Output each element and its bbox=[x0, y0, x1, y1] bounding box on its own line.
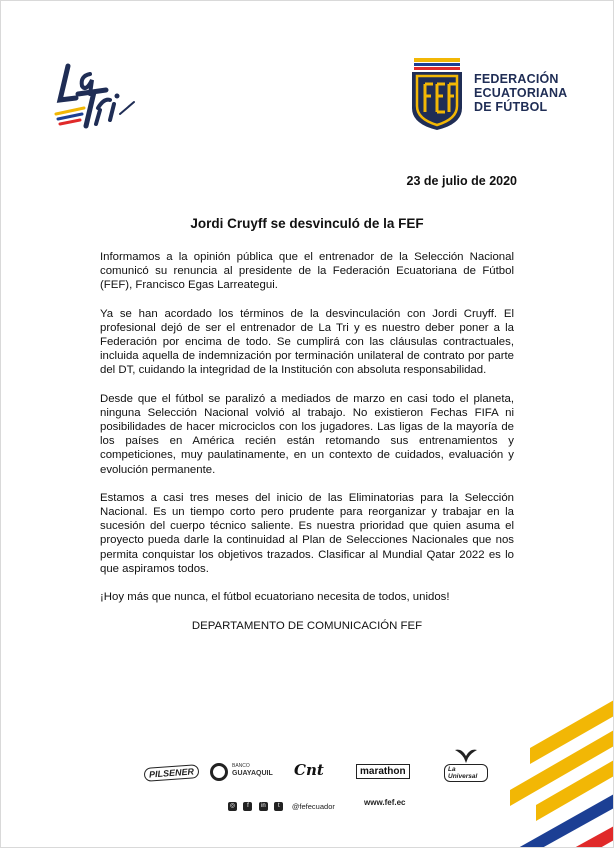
la-tri-logo bbox=[50, 56, 140, 136]
banco-guayaquil-logo bbox=[210, 760, 276, 784]
guayaquil-label: GUAYAQUIL bbox=[232, 770, 273, 777]
signature: DEPARTAMENTO DE COMUNICACIÓN FEF bbox=[191, 620, 423, 632]
federation-name-line-1: FEDERACIÓN bbox=[474, 72, 559, 86]
decorative-stripes bbox=[470, 700, 614, 848]
paragraph-3: Desde que el fútbol se paralizó a mediados de marzo en casi todo el planeta, ninguna Selección Nacional volvió al trabajo. No existieron Fechas FIFA ni posibilidades de hacer microciclos con los jugadores. Las ligas de la mayoría de los países en América recién están retomando sus entrenamientos y competiciones, muy paulatinamente, en un contexto de cuidados, evaluación y evolución permanente. bbox=[100, 392, 514, 476]
fef-crest-icon bbox=[408, 56, 466, 132]
cnt-logo: Cnt bbox=[294, 761, 324, 779]
sponsor-strip bbox=[140, 752, 500, 792]
paragraph-5: ¡Hoy más que nunca, el fútbol ecuatoriano necesita de todos, unidos! bbox=[100, 591, 450, 604]
federation-name-line-3: DE FÚTBOL bbox=[474, 100, 548, 114]
la-universal-label: La Universal bbox=[444, 764, 488, 782]
social-handle[interactable]: @fefecuador bbox=[291, 802, 335, 812]
federation-name-line-2: ECUATORIANA bbox=[474, 86, 568, 100]
la-tri-logo-icon bbox=[50, 56, 140, 136]
paragraph-1: Informamos a la opinión pública que el entrenador de la Selección Nacional comunicó su renuncia al presidente de la Federación Ecuatoriana de Fútbol (FEF), Francisco Egas Larreategui. bbox=[100, 251, 514, 292]
paragraph-2: Ya se han acordado los términos de la desvinculación con Jordi Cruyff. El profesional dejó de ser el entrenador de La Tri y es nuestro deber poner a la Federación por encima de todo. Se cumplirá con las cláusulas contractuales, incluida aquella de indemnización por terminación unilateral de contrato por parte del DT, cuidando la integridad de la Institución con absoluta responsabilidad. bbox=[100, 307, 514, 377]
linkedin-icon[interactable]: in bbox=[259, 802, 268, 811]
banco-guayaquil-icon bbox=[210, 763, 228, 781]
document-date: 23 de julio de 2020 bbox=[406, 174, 517, 188]
paragraph-4: Estamos a casi tres meses del inicio de las Eliminatorias para la Selección Nacional. Es un tiempo corto pero prudente para reorganizar y trabajar en la sucesión del cuerpo técnico saliente. Es nuestra prioridad que quien asuma el proyecto pueda darle la continuidad al Plan de Selecciones Nacionales que nos permita conquistar los objetivos trazados. Clasificar al Mundial Qatar 2022 es lo que aspiramos todos. bbox=[100, 491, 514, 575]
marathon-logo: marathon bbox=[356, 764, 410, 779]
document-body bbox=[100, 250, 514, 618]
instagram-icon[interactable]: ◎ bbox=[229, 803, 236, 810]
document-title: Jordi Cruyff se desvinculó de la FEF bbox=[190, 216, 424, 231]
banco-label: BANCO bbox=[232, 763, 250, 769]
federation-name bbox=[474, 72, 567, 114]
social-links bbox=[228, 798, 335, 810]
twitter-icon[interactable]: t bbox=[274, 802, 283, 811]
facebook-icon[interactable]: f bbox=[243, 802, 252, 811]
website-link[interactable]: www.fef.ec bbox=[364, 798, 406, 807]
pilsener-logo: PILSENER bbox=[144, 764, 200, 782]
fef-logo bbox=[408, 56, 568, 132]
